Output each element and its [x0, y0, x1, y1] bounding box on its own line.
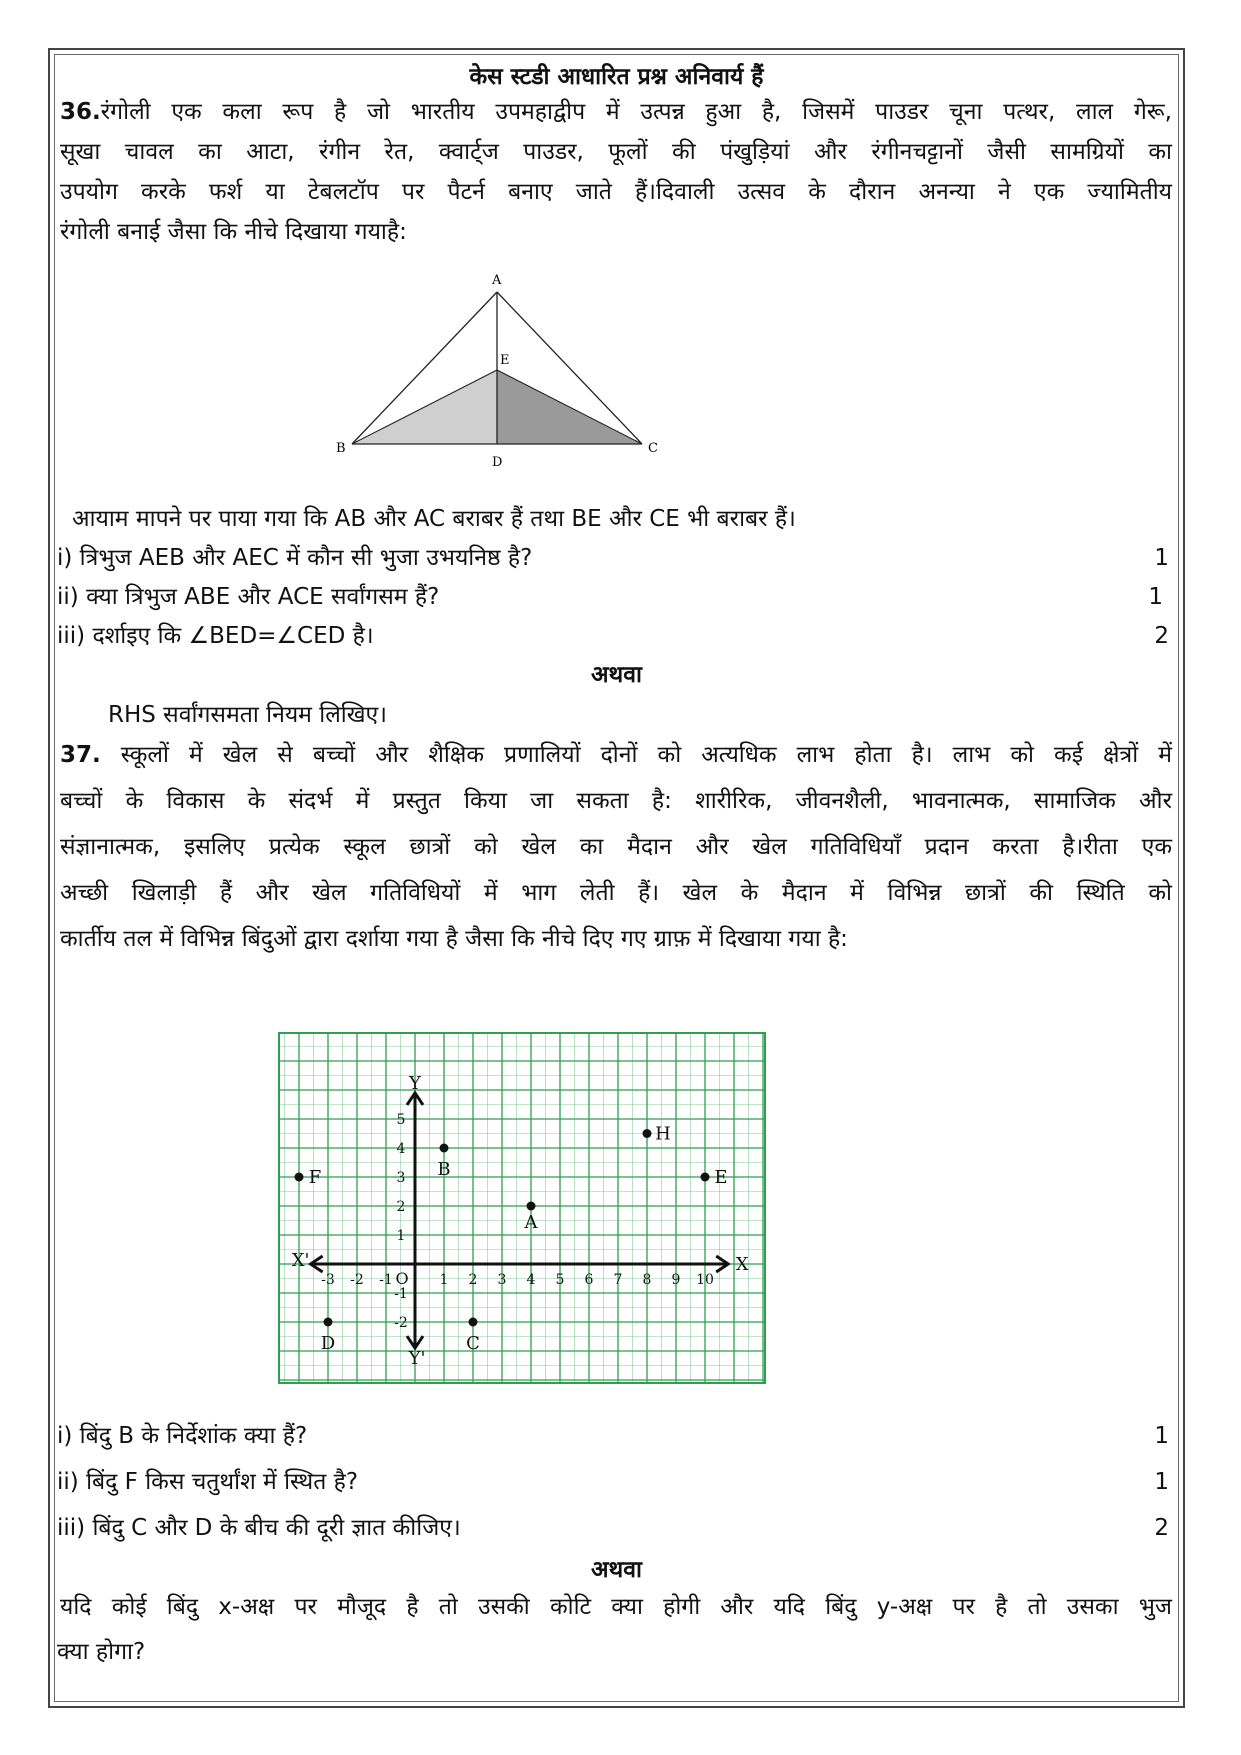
- q37-line-5: कार्तीय तल में विभिन्न बिंदुओं द्वारा दर्शाया गया है जैसा कि नीचे दिए गए ग्राफ़ में दिखाया गया है:: [60, 926, 848, 952]
- x-tick-label: 10: [696, 1272, 714, 1288]
- q36-line-2: सूखा चावल का आटा, रंगीन रेत, क्वार्ट्ज पाउडर, फूलों की पंखुड़ियां और रंगीनचट्टानों जैसी सामग्रियों का: [60, 139, 1172, 165]
- graph-minor-grid: [278, 1032, 766, 1384]
- q36-number: 36.: [60, 99, 101, 125]
- x-tick-label: 7: [613, 1272, 623, 1288]
- x-tick-label: 8: [642, 1272, 652, 1288]
- q36-line-4: रंगोली बनाई जैसा कि नीचे दिखाया गयाहै:: [60, 219, 407, 245]
- q37-question-2-marks: 1: [1154, 1469, 1169, 1495]
- y-tick-label: 1: [396, 1228, 406, 1244]
- q37-question-1-marks: 1: [1154, 1423, 1169, 1449]
- x-tick-label: 9: [671, 1272, 681, 1288]
- y-tick-label: 4: [396, 1141, 406, 1157]
- q37-line-1: [60, 740, 1172, 770]
- q36-line-1: [60, 97, 1172, 127]
- y-tick-label: -1: [394, 1286, 408, 1302]
- y-tick-label: 3: [396, 1170, 406, 1186]
- point-a: [527, 1202, 536, 1211]
- y-tick-label: 5: [396, 1112, 406, 1128]
- point-label-h: H: [655, 1123, 671, 1145]
- q37-question-3-marks: 2: [1154, 1515, 1169, 1541]
- point-e: [701, 1173, 710, 1182]
- q36-alternative: RHS सर्वांगसमता नियम लिखिए।: [108, 702, 387, 728]
- x-tick-label: 6: [584, 1272, 594, 1288]
- y-tick-label: 2: [396, 1199, 406, 1215]
- point-d: [324, 1318, 333, 1327]
- q36-question-1: i) त्रिभुज AEB और AEC में कौन सी भुजा उभयनिष्ठ है?: [57, 545, 533, 571]
- cartesian-graph: [278, 1032, 766, 1384]
- y-axis-neg-label: Y': [408, 1348, 426, 1370]
- q36-or-label: अथवा: [590, 662, 642, 688]
- q37-question-3: iii) बिंदु C और D के बीच की दूरी ज्ञात कीजिए।: [57, 1515, 461, 1541]
- point-label-b: B: [437, 1159, 451, 1180]
- point-f: [295, 1173, 304, 1182]
- q36-question-2: ii) क्या त्रिभुज ABE और ACE सर्वांगसम हैं?: [57, 584, 440, 610]
- x-tick-label: 1: [439, 1272, 449, 1288]
- y-tick-label: -2: [394, 1315, 408, 1331]
- point-h: [643, 1129, 652, 1138]
- y-axis-label: Y: [409, 1072, 421, 1094]
- graph-border: [279, 1033, 765, 1383]
- section-heading: केस स्टडी आधारित प्रश्न अनिवार्य हैं: [469, 64, 764, 90]
- label-c: C: [648, 441, 658, 456]
- x-tick-label: -1: [379, 1272, 393, 1288]
- q37-line-4: अच्छी खिलाड़ी हैं और खेल गतिविधियों में भाग लेती हैं। खेल के मैदान में विभिन्न छात्रों की स्थिति को: [60, 880, 1172, 906]
- q37-alternative-line-1: यदि कोई बिंदु x-अक्ष पर मौजूद है तो उसकी कोटि क्या होगी और यदि बिंदु y-अक्ष पर है तो उसका भुज: [60, 1594, 1172, 1620]
- x-tick-label: 2: [468, 1272, 478, 1288]
- point-b: [440, 1144, 449, 1153]
- q37-question-2: ii) बिंदु F किस चतुर्थांश में स्थित है?: [57, 1469, 359, 1495]
- q37-intro-text-1: स्कूलों में खेल से बच्चों और शैक्षिक प्रणालियों दोनों को अत्यधिक लाभ होता है। लाभ को कई क्षेत्रों में: [100, 742, 1172, 768]
- q36-line-3: उपयोग करके फर्श या टेबलटॉप पर पैटर्न बनाए जाते हैं।दिवाली उत्सव के दौरान अनन्या ने एक ज्यामितीय: [60, 179, 1172, 205]
- x-axis-label: X: [735, 1254, 749, 1275]
- x-tick-label: -2: [350, 1272, 364, 1288]
- graph-major-grid: [278, 1032, 766, 1384]
- label-a: A: [492, 273, 502, 288]
- origin-label: O: [395, 1269, 409, 1288]
- q37-or-label: अथवा: [590, 1557, 642, 1583]
- q36-question-3-marks: 2: [1154, 623, 1169, 649]
- q36-measure-note: आयाम मापने पर पाया गया कि AB और AC बराबर हैं तथा BE और CE भी बराबर हैं।: [72, 506, 796, 532]
- point-label-e: E: [714, 1167, 728, 1188]
- label-e: E: [500, 353, 510, 368]
- point-label-f: F: [308, 1167, 322, 1188]
- q37-alternative-line-2: क्या होगा?: [57, 1639, 146, 1665]
- x-axis-neg-label: X': [291, 1250, 310, 1271]
- point-c: [469, 1318, 478, 1327]
- q37-line-3: संज्ञानात्मक, इसलिए प्रत्येक स्कूल छात्रों को खेल का मैदान और खेल गतिविधियाँ प्रदान करता है।रीता एक: [60, 834, 1172, 860]
- point-label-a: A: [524, 1212, 538, 1233]
- x-tick-label: -3: [321, 1272, 335, 1288]
- graph-points: [295, 1124, 728, 1355]
- label-d: D: [492, 455, 503, 470]
- label-b: B: [336, 441, 346, 456]
- x-tick-label: 5: [555, 1272, 565, 1288]
- q37-number: 37.: [60, 742, 101, 768]
- q36-question-3: iii) दर्शाइए कि ∠BED=∠CED है।: [57, 623, 374, 649]
- graph-tick-labels: [292, 1073, 749, 1369]
- point-label-c: C: [466, 1333, 480, 1354]
- rangoli-triangle-figure: [320, 262, 670, 472]
- x-tick-label: 3: [497, 1272, 507, 1288]
- q37-line-2: बच्चों के विकास के संदर्भ में प्रस्तुत किया जा सकता है: शारीरिक, जीवनशैली, भावनात्मक, सामाजिक और: [60, 788, 1172, 814]
- x-tick-label: 4: [526, 1272, 536, 1288]
- point-label-d: D: [320, 1333, 336, 1354]
- q36-intro-text-1: रंगोली एक कला रूप है जो भारतीय उपमहाद्वीप में उत्पन्न हुआ है, जिसमें पाउडर चूना पत्थर, लाल गेरू,: [100, 99, 1172, 125]
- q36-question-2-marks: 1: [1148, 584, 1163, 610]
- q36-question-1-marks: 1: [1154, 545, 1169, 571]
- q37-question-1: i) बिंदु B के निर्देशांक क्या हैं?: [57, 1423, 308, 1449]
